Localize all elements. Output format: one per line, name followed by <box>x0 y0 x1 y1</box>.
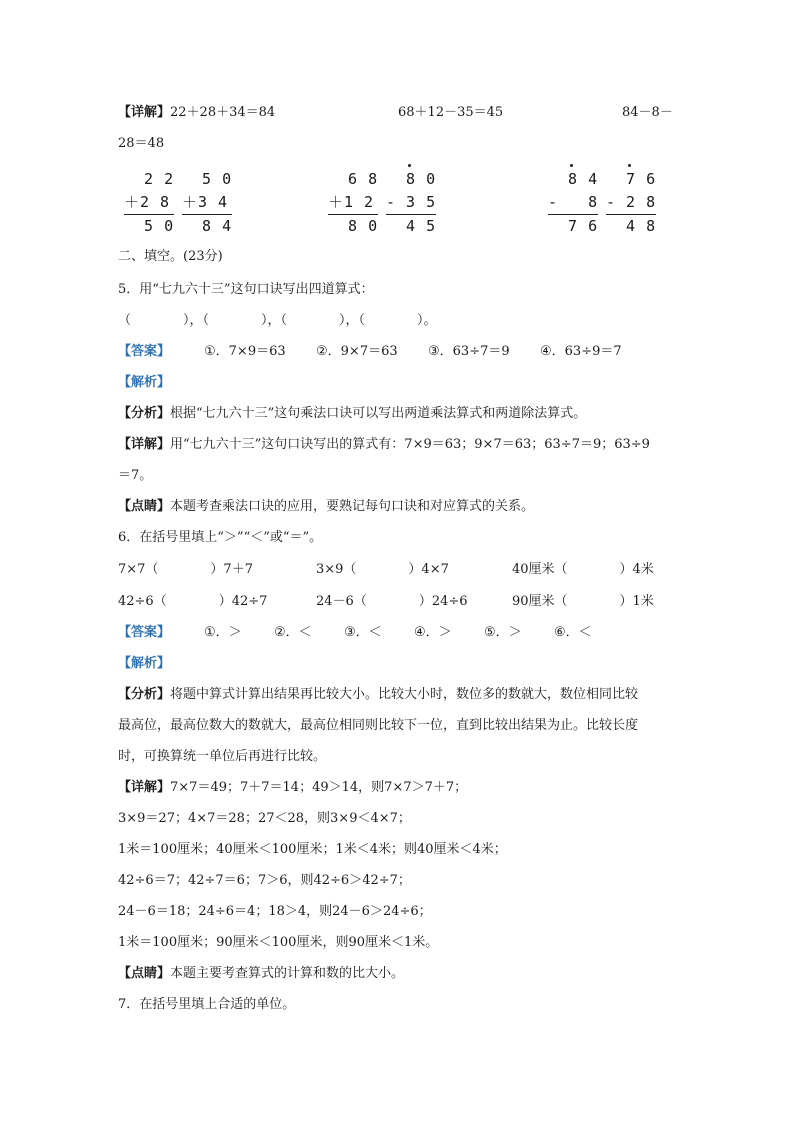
q6-answer-1: ①．＞ <box>204 625 242 640</box>
calc-row-1: 2 2 <box>124 170 175 188</box>
calc-row-3: 8 4 <box>182 217 233 235</box>
calc-row-3: 8 0 <box>328 217 379 235</box>
xiangjie-line: 42÷6＝7；42÷7＝6；7＞6，则42÷6＞42÷7； <box>118 873 411 888</box>
vertical-calc-6 <box>606 168 656 238</box>
q5-answer-2: ②．9×7＝63 <box>316 344 398 359</box>
q6-answer-5: ⑤．＞ <box>484 625 522 640</box>
q5-answer-line <box>118 342 170 362</box>
q5-analysis-tag: 【解析】 <box>118 375 171 390</box>
xiangjie-line: 1米＝100厘米；90厘米＜100厘米，则90厘米＜1米。 <box>118 935 439 950</box>
fenxi-tag: 【分析】 <box>118 406 171 421</box>
xiangjie-tag: 【详解】 <box>118 780 171 795</box>
calc-row-2: ＋1 2 <box>328 193 375 211</box>
q6-item-4: 42÷6（ ）42÷7 <box>118 594 268 609</box>
q6-item-5: 24－6（ ）24÷6 <box>316 594 468 609</box>
q7-question: 7．在括号里填上合适的单位。 <box>118 997 296 1012</box>
vertical-calc-2 <box>182 168 232 238</box>
calc-row-1: 5 0 <box>182 170 233 188</box>
xiangjie-line: 1米＝100厘米；40厘米＜100厘米；1米＜4米；则40厘米＜4米； <box>118 842 507 857</box>
q4-equation-2: 68＋12－35＝45 <box>398 105 504 120</box>
calc-row-2: - 2 8 <box>606 193 657 211</box>
q5-answer-4: ④．63÷9＝7 <box>540 344 622 359</box>
xiangjie-line: 7×7＝49；7＋7＝14；49＞14，则7×7＞7＋7； <box>170 780 468 795</box>
vertical-calc-3 <box>328 168 378 238</box>
answer-tag: 【答案】 <box>118 344 171 359</box>
q4-equation-3b: 28＝48 <box>118 136 165 151</box>
q6-item-6: 90厘米（ ）1米 <box>512 594 654 609</box>
vertical-calc-1 <box>124 168 174 238</box>
calc-row-2: - 3 5 <box>386 193 437 211</box>
q5-dianjing <box>118 497 534 517</box>
q6-xiangjie <box>118 778 467 798</box>
q6-item-1: 7×7（ ）7＋7 <box>118 562 253 577</box>
q5-xiangjie-cont: ＝7。 <box>118 468 153 483</box>
q6-answer-line <box>118 623 170 643</box>
calc-row-2: ＋3 4 <box>182 193 229 211</box>
q6-item-2: 3×9（ ）4×7 <box>316 562 449 577</box>
calc-row-3: 4 5 <box>386 217 437 235</box>
borrow-dot <box>570 164 573 167</box>
fenxi-text: 根据“七九六十三”这句乘法口诀可以写出两道乘法算式和两道除法算式。 <box>170 406 587 421</box>
q6-fenxi <box>118 685 638 705</box>
calc-row-1: 8 0 <box>386 170 437 188</box>
dianjing-tag: 【点睛】 <box>118 499 171 514</box>
xiangjie-line: 3×9＝27；4×7＝28；27＜28，则3×9＜4×7； <box>118 811 411 826</box>
q6-fenxi-cont-2: 时，可换算统一单位后再进行比较。 <box>118 749 327 764</box>
fenxi-text: 将题中算式计算出结果再比较大小。比较大小时，数位多的数就大，数位相同比较 <box>170 687 639 702</box>
calc-row-3: 4 8 <box>606 217 657 235</box>
borrow-dot <box>408 164 411 167</box>
calc-row-1: 6 8 <box>328 170 379 188</box>
fenxi-tag: 【分析】 <box>118 687 171 702</box>
q5-answer-3: ③．63÷7＝9 <box>428 344 510 359</box>
q4-equation-3a: 84－8－ <box>622 105 673 120</box>
q6-analysis-tag: 【解析】 <box>118 656 171 671</box>
calc-row-2: ＋2 8 <box>124 193 171 211</box>
q5-question: 5．用“七九六十三”这句口诀写出四道算式： <box>118 282 374 297</box>
xiangjie-line: 24－6＝18；24÷6＝4；18＞4，则24－6＞24÷6； <box>118 904 432 919</box>
dianjing-text: 本题考查乘法口诀的应用，要熟记每句口诀和对应算式的关系。 <box>170 499 535 514</box>
dianjing-tag: 【点睛】 <box>118 966 171 981</box>
calc-row-3: 7 6 <box>548 217 599 235</box>
q6-answer-2: ②．＜ <box>274 625 312 640</box>
vertical-calc-4 <box>386 168 436 238</box>
vertical-calc-5 <box>548 168 598 238</box>
calc-row-3: 5 0 <box>124 217 175 235</box>
calc-row-1: 7 6 <box>606 170 657 188</box>
q6-question: 6．在括号里填上“＞”“＜”或“＝”。 <box>118 530 323 545</box>
q5-answer-1: ①．7×9＝63 <box>204 344 286 359</box>
q6-answer-4: ④．＞ <box>414 625 452 640</box>
dianjing-text: 本题主要考查算式的计算和数的比大小。 <box>170 966 405 981</box>
q6-dianjing <box>118 964 404 984</box>
calc-row-2: - 8 <box>548 193 599 211</box>
section-heading: 二、填空。(23分) <box>118 249 223 264</box>
q6-answer-6: ⑥．＜ <box>554 625 592 640</box>
xiangjie-tag: 【详解】 <box>118 437 171 452</box>
q4-detail-line <box>118 103 275 123</box>
xiangjie-text: 用“七九六十三”这句口诀写出的算式有：7×9＝63；9×7＝63；63÷7＝9；63÷9 <box>170 437 650 452</box>
calc-row-1: 8 4 <box>548 170 599 188</box>
q6-fenxi-cont-1: 最高位，最高位数大的数就大，最高位相同则比较下一位，直到比较出结果为止。比较长度 <box>118 718 639 733</box>
q5-fenxi <box>118 404 586 424</box>
q6-item-3: 40厘米（ ）4米 <box>512 562 654 577</box>
q5-xiangjie <box>118 435 650 455</box>
q5-blanks: （ ），（ ），（ ），（ ）。 <box>118 313 437 328</box>
q4-equation-1: 22＋28＋34＝84 <box>170 105 276 120</box>
answer-tag: 【答案】 <box>118 625 171 640</box>
borrow-dot <box>628 164 631 167</box>
q6-answer-3: ③．＜ <box>344 625 382 640</box>
detail-tag: 【详解】 <box>118 105 171 120</box>
